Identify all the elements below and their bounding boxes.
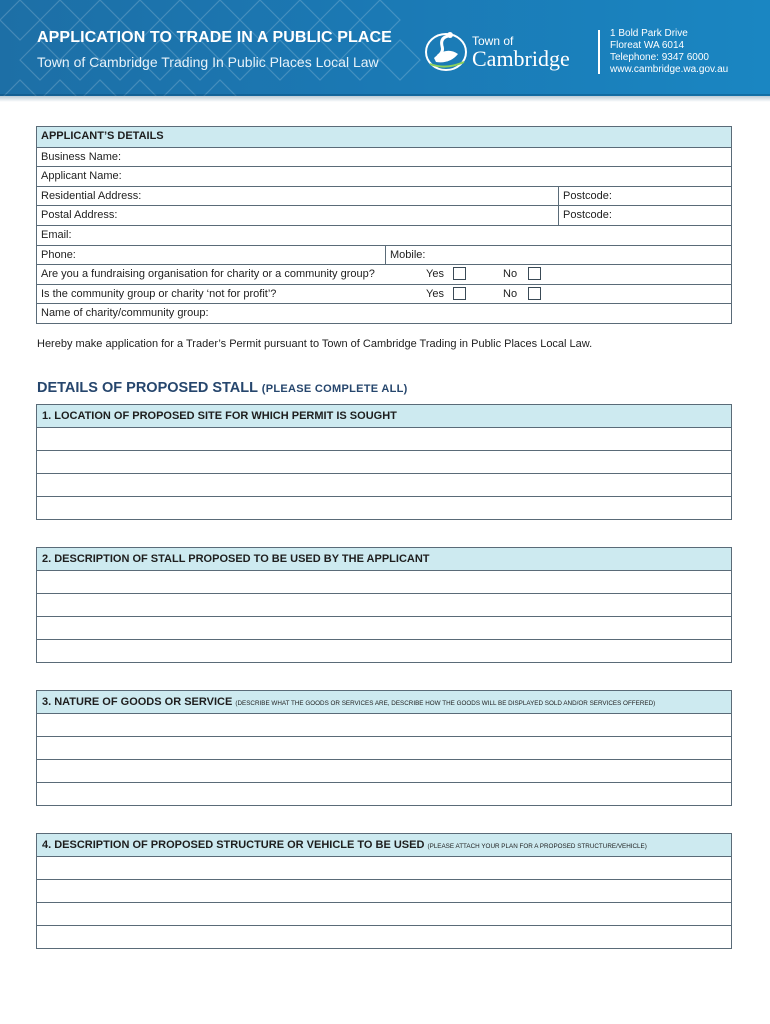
- contact-address-line2: Floreat WA 6014: [610, 40, 685, 51]
- mobile-field[interactable]: [385, 246, 731, 265]
- business-name-label: Business Name:: [41, 150, 122, 163]
- section-input-line[interactable]: [37, 782, 731, 805]
- section-location: [36, 404, 732, 520]
- contact-phone: Telephone: 9347 6000: [610, 52, 709, 63]
- not-for-profit-yes-label: Yes: [426, 287, 444, 300]
- section-heading-text: 4. DESCRIPTION OF PROPOSED STRUCTURE OR VEHICLE TO BE USED: [42, 839, 425, 851]
- section-input-line[interactable]: [37, 902, 731, 925]
- swan-logo-icon: [424, 24, 470, 74]
- postal-address-field[interactable]: [37, 206, 558, 225]
- section-heading: [37, 548, 731, 570]
- contact-address-line1: 1 Bold Park Drive: [610, 28, 688, 39]
- postal-postcode-field[interactable]: [558, 206, 731, 225]
- residential-postcode-field[interactable]: [558, 187, 731, 206]
- section-input-line[interactable]: [37, 759, 731, 782]
- town-logo: [424, 24, 594, 74]
- section-stall-description: [36, 547, 732, 663]
- header-divider: [598, 30, 600, 74]
- not-for-profit-question-row: [37, 284, 731, 304]
- section-heading-note: (DESCRIBE WHAT THE GOODS OR SERVICES ARE, DESCRIBE HOW THE GOODS WILL BE DISPLAYED SOLD AND/OR SERVICES OFFERED): [235, 700, 656, 707]
- business-name-field[interactable]: [37, 147, 731, 167]
- not-for-profit-no-checkbox[interactable]: [528, 287, 541, 300]
- not-for-profit-no-label: No: [503, 287, 518, 300]
- section-heading-text: 3. NATURE OF GOODS OR SERVICE: [42, 696, 233, 708]
- section-heading-text: 1. LOCATION OF PROPOSED SITE FOR WHICH PERMIT IS SOUGHT: [42, 410, 397, 422]
- charity-name-field[interactable]: [37, 303, 731, 323]
- fundraising-no-checkbox[interactable]: [528, 267, 541, 280]
- section-heading: [37, 691, 731, 713]
- fundraising-question-row: [37, 264, 731, 284]
- stall-details-title: [37, 380, 408, 396]
- section-input-line[interactable]: [37, 570, 731, 593]
- section-input-line[interactable]: [37, 856, 731, 879]
- not-for-profit-question: Is the community group or charity ‘not for profit’?: [41, 287, 277, 300]
- applicant-name-label: Applicant Name:: [41, 170, 122, 183]
- section-input-line[interactable]: [37, 427, 731, 450]
- applicant-details-heading-row: [37, 127, 731, 147]
- applicant-name-field[interactable]: [37, 166, 731, 186]
- logo-cambridge: Cambridge: [472, 46, 570, 71]
- postal-address-label: Postal Address:: [41, 209, 118, 222]
- stall-details-note: (PLEASE COMPLETE ALL): [261, 383, 408, 395]
- section-input-line[interactable]: [37, 639, 731, 662]
- applicant-details-heading: APPLICANT’S DETAILS: [41, 130, 164, 142]
- charity-name-label: Name of charity/community group:: [41, 307, 209, 320]
- residential-address-row: [37, 186, 731, 206]
- fundraising-yes-checkbox[interactable]: [453, 267, 466, 280]
- phone-label: Phone:: [41, 248, 76, 261]
- residential-postcode-label: Postcode:: [563, 189, 612, 202]
- email-label: Email:: [41, 228, 72, 241]
- banner-shadow: [0, 94, 770, 102]
- contact-website: www.cambridge.wa.gov.au: [610, 64, 729, 75]
- fundraising-question: Are you a fundraising organisation for charity or a community group?: [41, 268, 375, 281]
- stall-details-heading: DETAILS OF PROPOSED STALL: [37, 380, 258, 396]
- email-field[interactable]: [37, 225, 731, 245]
- section-heading-text: 2. DESCRIPTION OF STALL PROPOSED TO BE USED BY THE APPLICANT: [42, 553, 430, 565]
- section-input-line[interactable]: [37, 713, 731, 736]
- section-input-line[interactable]: [37, 616, 731, 639]
- mobile-label: Mobile:: [390, 248, 426, 261]
- section-heading: [37, 405, 731, 427]
- section-goods-or-service: [36, 690, 732, 806]
- section-structure-or-vehicle: [36, 833, 732, 949]
- section-input-line[interactable]: [37, 473, 731, 496]
- phone-row: [37, 245, 731, 265]
- not-for-profit-yes-checkbox[interactable]: [453, 287, 466, 300]
- section-heading-note: (PLEASE ATTACH YOUR PLAN FOR A PROPOSED STRUCTURE/VEHICLE): [427, 843, 647, 850]
- section-input-line[interactable]: [37, 450, 731, 473]
- section-input-line[interactable]: [37, 736, 731, 759]
- document-title: APPLICATION TO TRADE IN A PUBLIC PLACE: [37, 29, 392, 46]
- fundraising-yes-label: Yes: [426, 268, 444, 281]
- section-input-line[interactable]: [37, 879, 731, 902]
- section-input-line[interactable]: [37, 593, 731, 616]
- residential-address-label: Residential Address:: [41, 189, 142, 202]
- postal-postcode-label: Postcode:: [563, 209, 612, 222]
- section-heading: [37, 834, 731, 856]
- fundraising-no-label: No: [503, 268, 518, 281]
- phone-field[interactable]: [37, 246, 385, 265]
- logo-town-of: Town of: [472, 34, 514, 48]
- contact-details: [610, 28, 728, 76]
- document-subtitle: Town of Cambridge Trading In Public Places Local Law: [37, 54, 379, 70]
- applicant-details-table: [36, 126, 732, 324]
- residential-address-field[interactable]: [37, 187, 558, 206]
- section-input-line[interactable]: [37, 496, 731, 519]
- header-banner: [0, 0, 770, 96]
- section-input-line[interactable]: [37, 925, 731, 948]
- postal-address-row: [37, 205, 731, 225]
- application-statement: Hereby make application for a Trader’s Permit pursuant to Town of Cambridge Trading in Public Places Local Law.: [37, 338, 593, 350]
